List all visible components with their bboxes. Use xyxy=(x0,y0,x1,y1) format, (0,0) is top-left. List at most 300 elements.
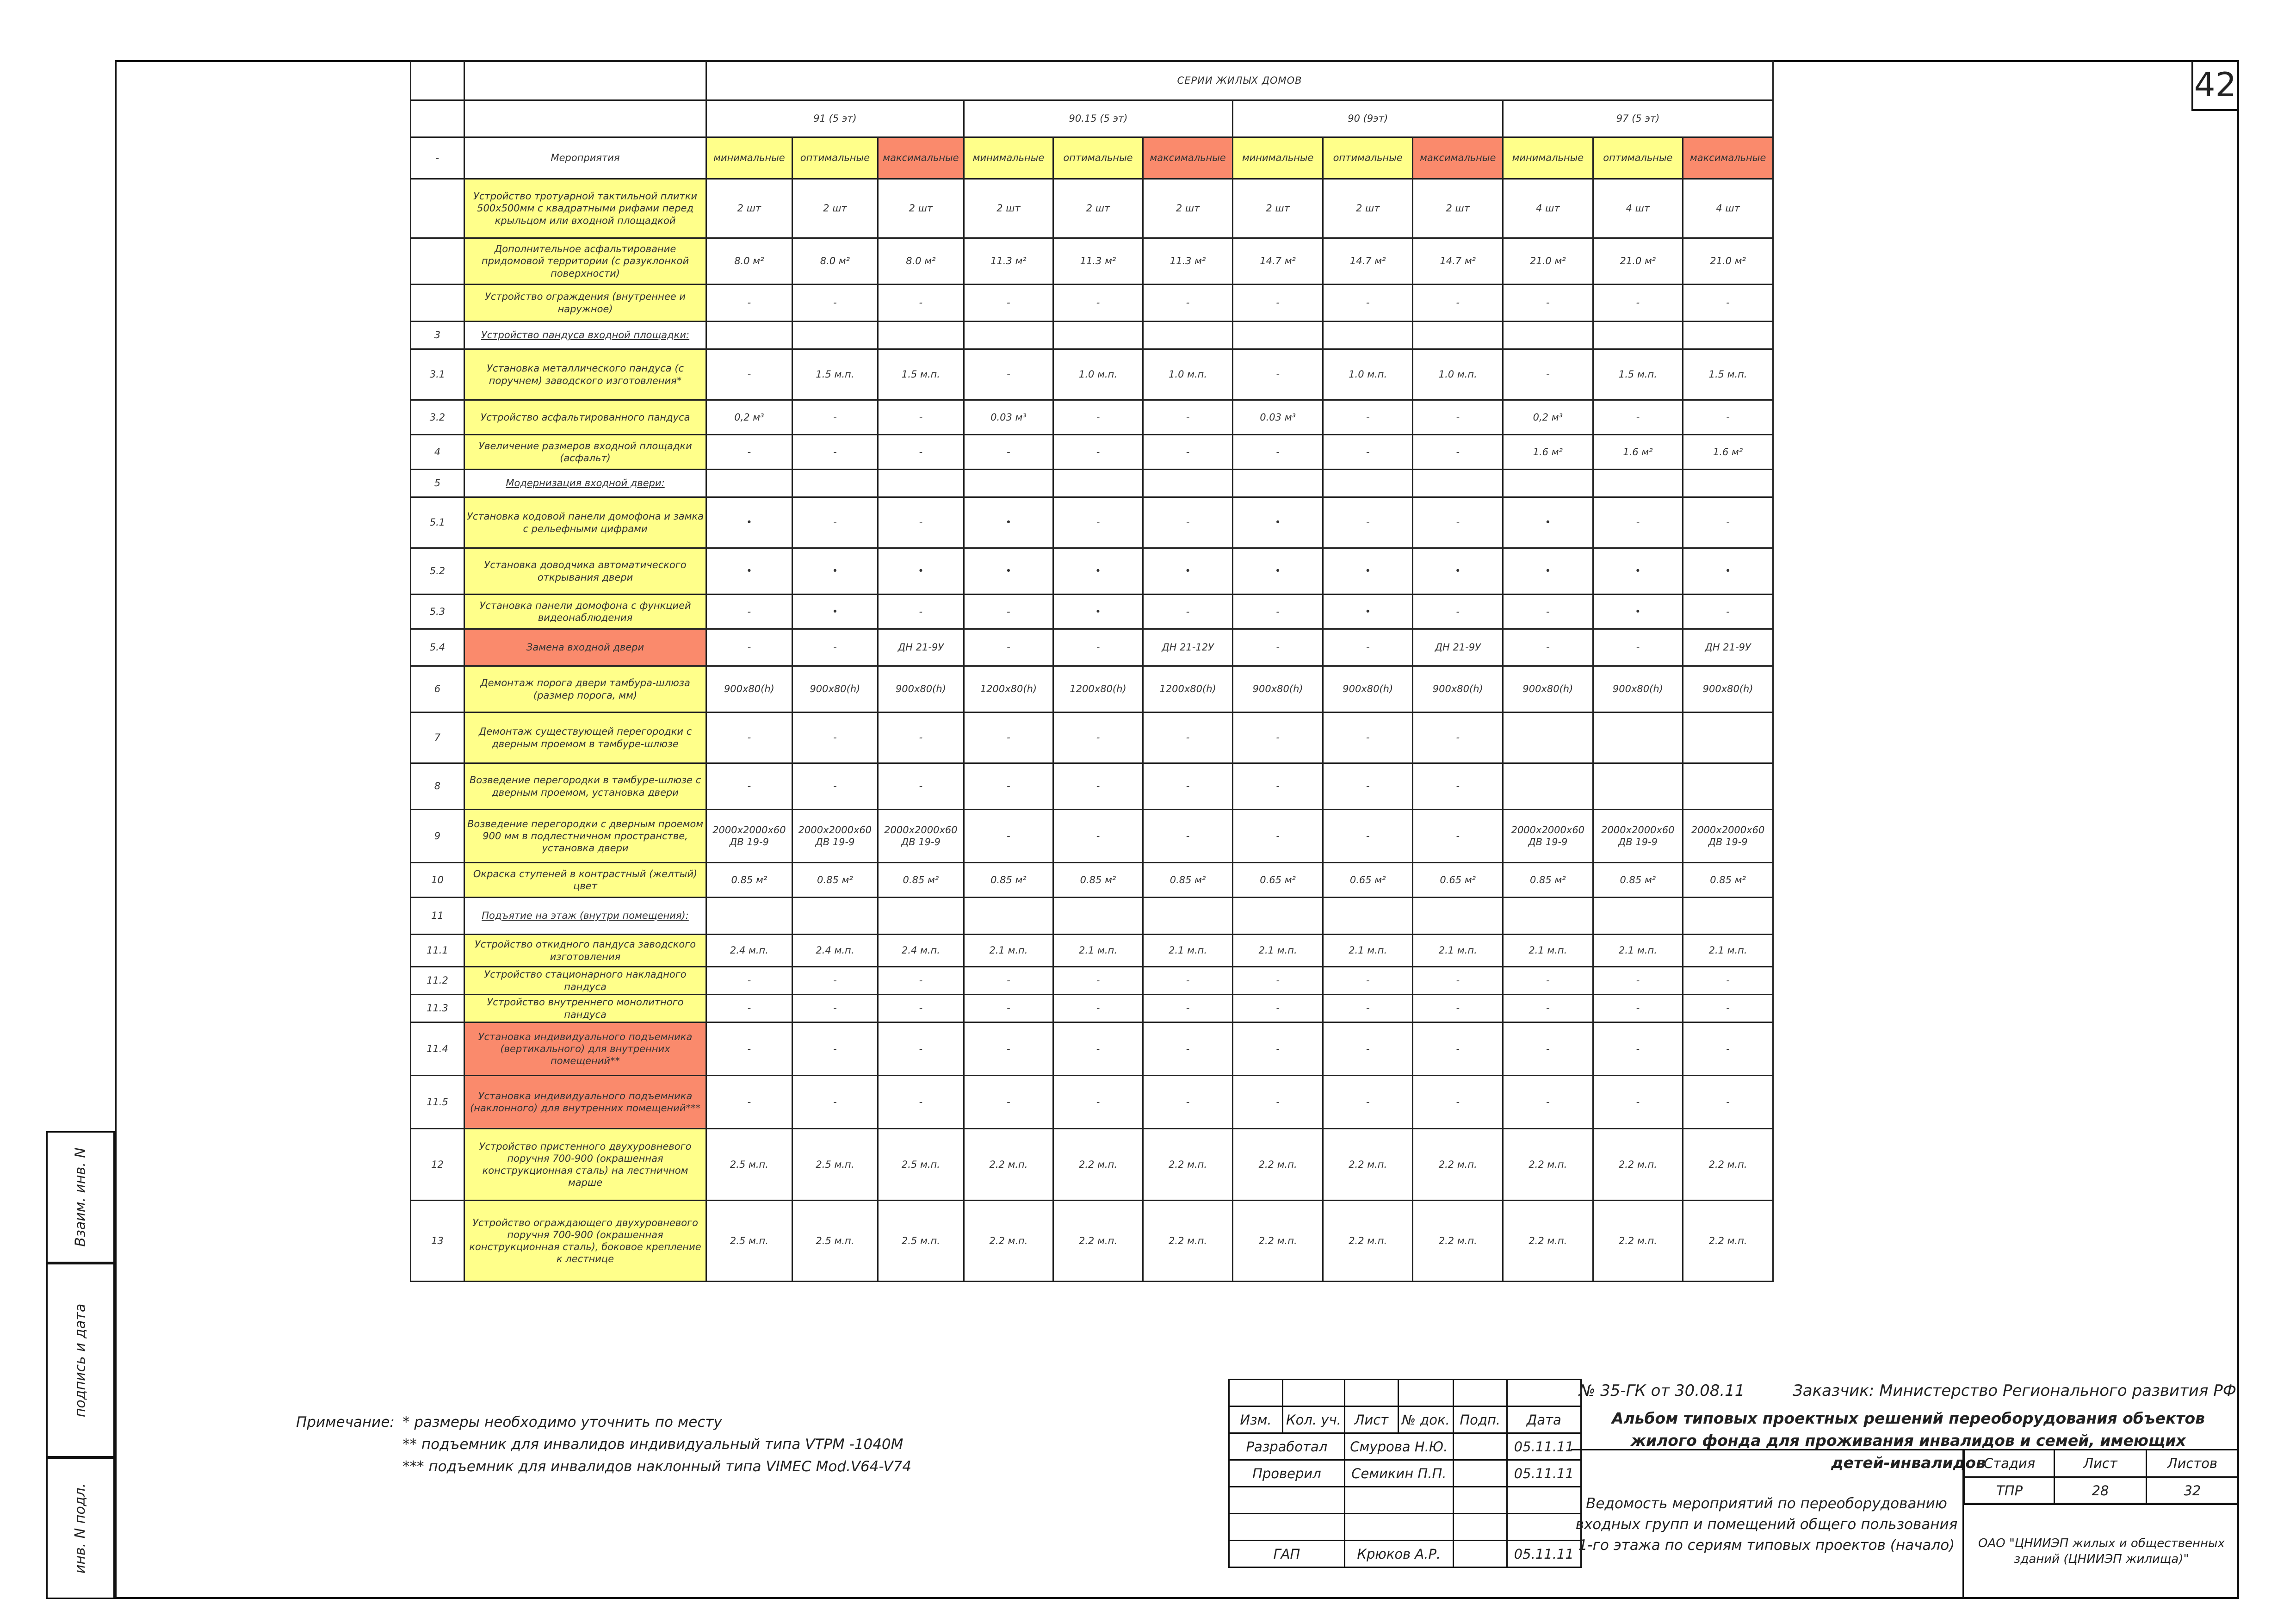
value-cell: 2.2 м.п. xyxy=(964,1129,1053,1201)
measure-name: Подъятие на этаж (внутри помещения): xyxy=(464,898,706,935)
person-row xyxy=(1229,1514,1581,1541)
measure-name: Дополнительное асфальтирование придомовой территории (с разуклонкой поверхности) xyxy=(464,238,706,285)
value-cell: ДН 21-9У xyxy=(1413,629,1503,666)
value-cell: 14.7 м² xyxy=(1323,238,1413,285)
value-cell: - xyxy=(1323,435,1413,470)
measure-name: Устройство стационарного накладного пандуса xyxy=(464,967,706,995)
value-cell: - xyxy=(1233,763,1323,810)
level-header: максимальные xyxy=(878,137,964,179)
value-cell xyxy=(1053,470,1143,497)
value-cell: - xyxy=(878,763,964,810)
value-cell: - xyxy=(1143,810,1233,863)
value-cell: 14.7 м² xyxy=(1233,238,1323,285)
value-cell xyxy=(1503,898,1593,935)
value-cell: 2.2 м.п. xyxy=(1233,1129,1323,1201)
table-row xyxy=(411,666,1773,712)
value-cell: - xyxy=(1323,497,1413,548)
row-number xyxy=(411,238,464,285)
level-header: оптимальные xyxy=(1593,137,1683,179)
value-cell: 1.5 м.п. xyxy=(878,349,964,400)
value-cell: - xyxy=(1323,967,1413,995)
value-cell: • xyxy=(706,548,792,595)
value-cell xyxy=(1593,898,1683,935)
person-date xyxy=(1507,1487,1581,1514)
table-row xyxy=(411,863,1773,898)
value-cell xyxy=(706,470,792,497)
contract-number: № 35-ГК от 30.08.11 xyxy=(1579,1381,1745,1400)
table-row xyxy=(411,322,1773,349)
value-cell: - xyxy=(964,435,1053,470)
value-cell: 2000х2000х60 ДВ 19-9 xyxy=(1683,810,1773,863)
value-cell: 2.1 м.п. xyxy=(964,935,1053,967)
measure-name: Возведение перегородки в тамбуре-шлюзе с дверным проемом, установка двери xyxy=(464,763,706,810)
table-row xyxy=(411,712,1773,763)
value-cell: 1.6 м² xyxy=(1593,435,1683,470)
value-cell xyxy=(964,898,1053,935)
value-cell xyxy=(1143,898,1233,935)
row-number: 11 xyxy=(411,898,464,935)
stamp-header: Лист xyxy=(1344,1406,1398,1433)
value-cell: - xyxy=(792,763,878,810)
value-cell: 1.6 м² xyxy=(1683,435,1773,470)
table-row xyxy=(411,1022,1773,1076)
table-row xyxy=(411,238,1773,285)
value-cell: - xyxy=(1233,810,1323,863)
value-cell: - xyxy=(1413,967,1503,995)
series-row xyxy=(411,100,1773,137)
contract-line xyxy=(1571,1379,2239,1402)
value-cell: - xyxy=(1053,712,1143,763)
value-cell xyxy=(1683,898,1773,935)
value-cell: - xyxy=(792,629,878,666)
table-row xyxy=(411,470,1773,497)
value-cell: 2.2 м.п. xyxy=(1233,1201,1323,1282)
measure-name: Замена входной двери xyxy=(464,629,706,666)
stamp-header-row xyxy=(1229,1406,1581,1433)
value-cell: - xyxy=(1683,1076,1773,1129)
measure-name: Устройство асфальтированного пандуса xyxy=(464,400,706,435)
value-cell: - xyxy=(792,285,878,322)
value-cell: 2.1 м.п. xyxy=(1233,935,1323,967)
value-cell xyxy=(1683,322,1773,349)
value-cell xyxy=(1053,898,1143,935)
value-cell: - xyxy=(1233,595,1323,629)
value-cell: - xyxy=(1593,497,1683,548)
value-cell: - xyxy=(1053,810,1143,863)
value-cell: - xyxy=(1233,349,1323,400)
value-cell: - xyxy=(1233,285,1323,322)
value-cell: - xyxy=(1683,1022,1773,1076)
value-cell: - xyxy=(1053,400,1143,435)
value-cell: - xyxy=(1233,1022,1323,1076)
side-label-vzam: Взаим. инв. N xyxy=(72,1147,89,1247)
side-field-signature xyxy=(46,1263,115,1457)
value-cell: - xyxy=(1683,400,1773,435)
value-cell: 2.2 м.п. xyxy=(1053,1201,1143,1282)
value-cell: • xyxy=(1683,548,1773,595)
value-cell: - xyxy=(1593,1022,1683,1076)
value-cell: - xyxy=(1683,595,1773,629)
value-cell: 900х80(h) xyxy=(1413,666,1503,712)
value-cell xyxy=(1143,470,1233,497)
value-cell: - xyxy=(792,967,878,995)
value-cell: • xyxy=(1503,497,1593,548)
value-cell: 2 шт xyxy=(706,179,792,238)
value-cell xyxy=(1683,763,1773,810)
measure-name: Установка металлического пандуса (с поручнем) заводского изготовления* xyxy=(464,349,706,400)
notes-label: Примечание: xyxy=(296,1414,395,1431)
value-cell: 900х80(h) xyxy=(706,666,792,712)
value-cell xyxy=(1413,470,1503,497)
measure-name: Установка индивидуального подъемника (наклонного) для внутренних помещений*** xyxy=(464,1076,706,1129)
value-cell: - xyxy=(706,285,792,322)
value-cell: - xyxy=(878,1022,964,1076)
row-number: 7 xyxy=(411,712,464,763)
value-cell: - xyxy=(1683,497,1773,548)
person-role: Проверил xyxy=(1229,1460,1345,1487)
value-cell: - xyxy=(706,1022,792,1076)
level-header: оптимальные xyxy=(1053,137,1143,179)
value-cell: 0.85 м² xyxy=(792,863,878,898)
value-cell: 2.4 м.п. xyxy=(706,935,792,967)
value-cell xyxy=(1323,470,1413,497)
value-cell: 900х80(h) xyxy=(1683,666,1773,712)
sheet-value: 28 xyxy=(2055,1477,2147,1505)
stamp-header: Кол. уч. xyxy=(1283,1406,1345,1433)
row-number: 11.2 xyxy=(411,967,464,995)
stage-header: Стадия xyxy=(1965,1450,2055,1477)
value-cell: - xyxy=(1323,995,1413,1022)
value-cell: 2.1 м.п. xyxy=(1143,935,1233,967)
value-cell xyxy=(1323,322,1413,349)
row-number: 5.4 xyxy=(411,629,464,666)
value-cell: 2000х2000х60 ДВ 19-9 xyxy=(1593,810,1683,863)
value-cell: - xyxy=(1503,995,1593,1022)
measure-name: Установка доводчика автоматического открывания двери xyxy=(464,548,706,595)
table-row xyxy=(411,349,1773,400)
value-cell: • xyxy=(1593,548,1683,595)
table-row xyxy=(411,1076,1773,1129)
value-cell: - xyxy=(1413,1076,1503,1129)
value-cell: - xyxy=(1053,497,1143,548)
value-cell: - xyxy=(1413,435,1503,470)
value-cell: 0.65 м² xyxy=(1413,863,1503,898)
measures-table xyxy=(410,60,1774,1282)
table-row xyxy=(411,629,1773,666)
value-cell: 2.5 м.п. xyxy=(878,1129,964,1201)
value-cell: 4 шт xyxy=(1683,179,1773,238)
measure-name: Устройство пристенного двухуровневого поручня 700-900 (окрашенная конструкционная сталь) на лестничном марше xyxy=(464,1129,706,1201)
value-cell xyxy=(792,322,878,349)
value-cell: 2.4 м.п. xyxy=(878,935,964,967)
value-cell: - xyxy=(878,995,964,1022)
value-cell: - xyxy=(1683,995,1773,1022)
value-cell: 900х80(h) xyxy=(1593,666,1683,712)
value-cell xyxy=(964,470,1053,497)
value-cell: 0.85 м² xyxy=(1683,863,1773,898)
row-number xyxy=(411,285,464,322)
value-cell xyxy=(1503,470,1593,497)
value-cell xyxy=(1503,322,1593,349)
value-cell: - xyxy=(1503,967,1593,995)
value-cell: - xyxy=(1143,435,1233,470)
value-cell: • xyxy=(878,548,964,595)
level-header: минимальные xyxy=(964,137,1053,179)
value-cell: 0.65 м² xyxy=(1233,863,1323,898)
number-header: - xyxy=(411,137,464,179)
value-cell: 0.85 м² xyxy=(706,863,792,898)
person-row xyxy=(1229,1541,1581,1567)
measure-name: Окраска ступеней в контрастный (желтый) цвет xyxy=(464,863,706,898)
measure-name: Устройство ограждающего двухуровневого поручня 700-900 (окрашенная конструкционная сталь), боковое крепление к лестнице xyxy=(464,1201,706,1282)
note-item: ** подъемник для инвалидов индивидуальный типа VTPM -1040M xyxy=(402,1436,904,1453)
value-cell xyxy=(1323,898,1413,935)
value-cell: 21.0 м² xyxy=(1503,238,1593,285)
value-cell: 2.5 м.п. xyxy=(878,1201,964,1282)
value-cell xyxy=(1503,712,1593,763)
value-cell: - xyxy=(878,712,964,763)
value-cell: • xyxy=(706,497,792,548)
value-cell: 900х80(h) xyxy=(792,666,878,712)
empty-row xyxy=(1229,1380,1581,1406)
table-row xyxy=(411,285,1773,322)
stamp-header: Подп. xyxy=(1453,1406,1507,1433)
value-cell: - xyxy=(964,285,1053,322)
person-name: Крюков А.Р. xyxy=(1344,1541,1453,1567)
title-block xyxy=(1228,1379,2239,1599)
value-cell: - xyxy=(1233,1076,1323,1129)
value-cell: - xyxy=(792,712,878,763)
corner-cell-2 xyxy=(411,100,464,137)
series-header: 90.15 (5 эт) xyxy=(964,100,1233,137)
value-cell: ДН 21-12У xyxy=(1143,629,1233,666)
value-cell: 2.2 м.п. xyxy=(1413,1129,1503,1201)
value-cell: - xyxy=(1413,497,1503,548)
value-cell: 2 шт xyxy=(792,179,878,238)
value-cell: - xyxy=(1143,285,1233,322)
value-cell: 2.2 м.п. xyxy=(1683,1201,1773,1282)
value-cell: - xyxy=(1323,285,1413,322)
value-cell: - xyxy=(706,995,792,1022)
value-cell: 2.1 м.п. xyxy=(1503,935,1593,967)
value-cell: • xyxy=(1323,548,1413,595)
value-cell: - xyxy=(1593,629,1683,666)
row-number: 13 xyxy=(411,1201,464,1282)
measure-name: Установка кодовой панели домофона и замка с рельефными цифрами xyxy=(464,497,706,548)
table-row xyxy=(411,435,1773,470)
person-row xyxy=(1229,1433,1581,1460)
value-cell: 2 шт xyxy=(1323,179,1413,238)
value-cell xyxy=(1593,322,1683,349)
value-cell xyxy=(878,470,964,497)
value-cell xyxy=(1143,322,1233,349)
value-cell: - xyxy=(792,435,878,470)
sheets-header: Листов xyxy=(2146,1450,2238,1477)
value-cell xyxy=(1593,712,1683,763)
row-number xyxy=(411,179,464,238)
value-cell: - xyxy=(1233,712,1323,763)
value-cell: - xyxy=(706,1076,792,1129)
table-row xyxy=(411,548,1773,595)
value-cell: 900х80(h) xyxy=(1233,666,1323,712)
value-cell: 1200х80(h) xyxy=(1143,666,1233,712)
value-cell: 4 шт xyxy=(1503,179,1593,238)
value-cell: - xyxy=(706,349,792,400)
organization: ОАО "ЦНИИЭП жилых и общественных зданий (ЦНИИЭП жилища)" xyxy=(1964,1503,2239,1599)
value-cell: - xyxy=(706,629,792,666)
value-cell: - xyxy=(878,595,964,629)
value-cell: 2 шт xyxy=(1233,179,1323,238)
person-role xyxy=(1229,1514,1345,1541)
value-cell: 2 шт xyxy=(1413,179,1503,238)
level-header: оптимальные xyxy=(1323,137,1413,179)
person-name: Семикин П.П. xyxy=(1344,1460,1453,1487)
value-cell xyxy=(1053,322,1143,349)
note-item: *** подъемник для инвалидов наклонный типа VIMEC Mod.V64-V74 xyxy=(402,1458,912,1475)
value-cell: - xyxy=(878,1076,964,1129)
measure-name: Возведение перегородки с дверным проемом 900 мм в подлестничном пространстве, установка двери xyxy=(464,810,706,863)
blank-header-cell-2 xyxy=(464,100,706,137)
value-cell: - xyxy=(1413,285,1503,322)
value-cell: - xyxy=(1413,763,1503,810)
row-number: 11.1 xyxy=(411,935,464,967)
level-header: минимальные xyxy=(706,137,792,179)
value-cell: 2.2 м.п. xyxy=(1503,1129,1593,1201)
row-number: 5.3 xyxy=(411,595,464,629)
measure-name: Устройство внутреннего монолитного пандуса xyxy=(464,995,706,1022)
side-field-inventory xyxy=(46,1457,115,1599)
value-cell: • xyxy=(964,497,1053,548)
row-number: 3 xyxy=(411,322,464,349)
value-cell: - xyxy=(1143,1022,1233,1076)
value-cell: - xyxy=(1143,497,1233,548)
value-cell: - xyxy=(1593,967,1683,995)
measure-header: Мероприятия xyxy=(464,137,706,179)
person-date: 05.11.11 xyxy=(1507,1433,1581,1460)
person-date: 05.11.11 xyxy=(1507,1460,1581,1487)
person-name: Смурова Н.Ю. xyxy=(1344,1433,1453,1460)
value-cell: - xyxy=(1053,763,1143,810)
value-cell: 900х80(h) xyxy=(1323,666,1413,712)
value-cell: 2.5 м.п. xyxy=(706,1201,792,1282)
sheets-value: 32 xyxy=(2146,1477,2238,1505)
value-cell: - xyxy=(964,1076,1053,1129)
value-cell: • xyxy=(1053,548,1143,595)
stamp-header: Изм. xyxy=(1229,1406,1283,1433)
person-role: Разработал xyxy=(1229,1433,1345,1460)
value-cell: 0.65 м² xyxy=(1323,863,1413,898)
value-cell: 1.5 м.п. xyxy=(792,349,878,400)
value-cell: - xyxy=(1503,1022,1593,1076)
row-number: 10 xyxy=(411,863,464,898)
value-cell: 11.3 м² xyxy=(1053,238,1143,285)
value-cell: 0.03 м³ xyxy=(1233,400,1323,435)
level-header: максимальные xyxy=(1413,137,1503,179)
series-title-row xyxy=(411,61,1773,100)
value-cell: - xyxy=(1053,967,1143,995)
value-cell: - xyxy=(792,1076,878,1129)
value-cell: - xyxy=(1593,995,1683,1022)
sheet-number-box xyxy=(2191,60,2239,111)
table-row xyxy=(411,898,1773,935)
value-cell xyxy=(1233,322,1323,349)
row-number: 3.1 xyxy=(411,349,464,400)
value-cell: 0.03 м³ xyxy=(964,400,1053,435)
value-cell: 2.2 м.п. xyxy=(1143,1129,1233,1201)
measure-name: Увеличение размеров входной площадки (асфальт) xyxy=(464,435,706,470)
value-cell: 21.0 м² xyxy=(1683,238,1773,285)
value-cell: - xyxy=(1413,595,1503,629)
value-cell xyxy=(1593,763,1683,810)
value-cell: 0.85 м² xyxy=(1053,863,1143,898)
stage-value: ТПР xyxy=(1965,1477,2055,1505)
person-date: 05.11.11 xyxy=(1507,1541,1581,1567)
value-cell: - xyxy=(1233,995,1323,1022)
title-block-right xyxy=(1571,1379,2239,1599)
value-cell: - xyxy=(964,629,1053,666)
person-name xyxy=(1344,1514,1453,1541)
value-cell xyxy=(1413,898,1503,935)
value-cell: - xyxy=(1503,629,1593,666)
value-cell: 2.2 м.п. xyxy=(1323,1129,1413,1201)
table-row xyxy=(411,995,1773,1022)
value-cell xyxy=(878,322,964,349)
table-row xyxy=(411,400,1773,435)
value-cell: • xyxy=(1143,548,1233,595)
value-cell xyxy=(1593,470,1683,497)
note-item: * размеры необходимо уточнить по месту xyxy=(402,1414,722,1431)
value-cell: - xyxy=(1413,810,1503,863)
sheet-description: Ведомость мероприятий по переоборудованию входных групп и помещений общего пользования 1-го этажа по сериям типовых проектов (начало) xyxy=(1571,1449,1964,1599)
value-cell: - xyxy=(792,995,878,1022)
value-cell: • xyxy=(1053,595,1143,629)
value-cell: 1.6 м² xyxy=(1503,435,1593,470)
value-cell: 1.5 м.п. xyxy=(1593,349,1683,400)
value-cell: • xyxy=(964,548,1053,595)
value-cell: ДН 21-9У xyxy=(878,629,964,666)
table-row xyxy=(411,967,1773,995)
customer: Заказчик: Министерство Регионального развития РФ xyxy=(1793,1381,2237,1400)
person-date xyxy=(1507,1514,1581,1541)
sheet-header: Лист xyxy=(2055,1450,2147,1477)
value-cell xyxy=(964,322,1053,349)
value-cell: 1.0 м.п. xyxy=(1053,349,1143,400)
value-cell xyxy=(706,322,792,349)
value-cell: - xyxy=(706,763,792,810)
value-cell: 2.2 м.п. xyxy=(1323,1201,1413,1282)
value-cell: - xyxy=(792,497,878,548)
value-cell: - xyxy=(878,435,964,470)
notes-items xyxy=(402,1411,911,1478)
value-cell: 2.5 м.п. xyxy=(792,1129,878,1201)
value-cell: - xyxy=(964,349,1053,400)
value-cell: - xyxy=(1143,400,1233,435)
value-cell: 900х80(h) xyxy=(878,666,964,712)
table-row xyxy=(411,935,1773,967)
value-cell: • xyxy=(1233,497,1323,548)
person-role xyxy=(1229,1487,1345,1514)
measures-table-body xyxy=(411,61,1773,1282)
table-row xyxy=(411,1201,1773,1282)
value-cell: - xyxy=(1503,285,1593,322)
value-cell: 0.85 м² xyxy=(1593,863,1683,898)
value-cell: - xyxy=(1143,995,1233,1022)
value-cell: 2 шт xyxy=(878,179,964,238)
value-cell: - xyxy=(1143,1076,1233,1129)
value-cell: - xyxy=(964,595,1053,629)
stamp-header: Дата xyxy=(1507,1406,1581,1433)
level-header: минимальные xyxy=(1503,137,1593,179)
